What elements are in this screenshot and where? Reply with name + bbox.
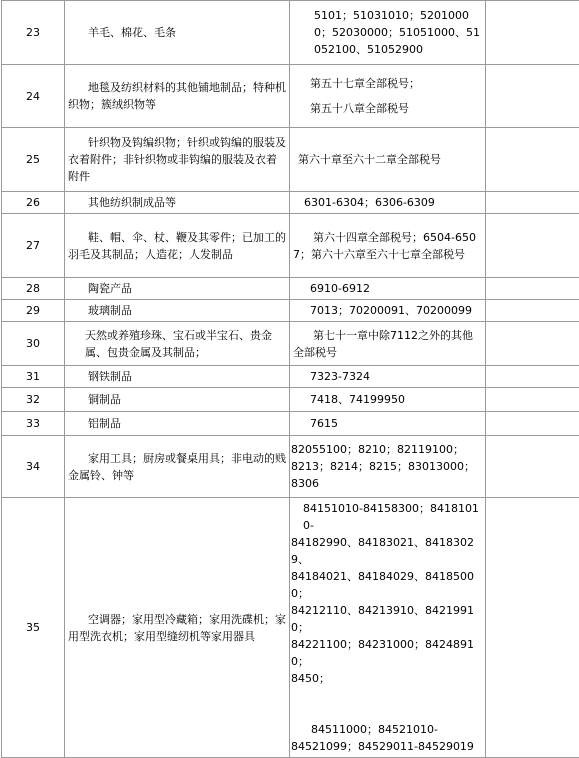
empty-cell xyxy=(486,214,579,278)
empty-cell xyxy=(486,388,579,412)
tariff-codes xyxy=(290,214,486,278)
table-row xyxy=(2,65,579,128)
codes-line: 8213；8214；8215；83013000； xyxy=(291,458,482,475)
row-number: 34 xyxy=(2,436,65,498)
codes-line: 84182990、84183021、84183029、 xyxy=(291,534,482,568)
empty-cell xyxy=(486,300,579,322)
description-text: 铝制品 xyxy=(68,415,121,432)
table-row xyxy=(2,366,579,388)
empty-cell xyxy=(486,322,579,366)
tariff-codes xyxy=(290,388,486,412)
tariff-codes xyxy=(290,278,486,300)
codes-line: 84221100；84231000；84248910； xyxy=(291,636,482,670)
description-text: 地毯及纺织材料的其他铺地制品；特种机织物；簇绒织物等 xyxy=(68,81,286,111)
tariff-codes xyxy=(290,436,486,498)
table-row xyxy=(2,388,579,412)
tariff-codes xyxy=(290,366,486,388)
row-number: 31 xyxy=(2,366,65,388)
codes-line: 8450； xyxy=(291,670,482,687)
description-text: 玻璃制品 xyxy=(68,302,132,319)
codes-line: 82055100；8210；82119100； xyxy=(291,441,482,458)
tariff-codes xyxy=(290,192,486,214)
product-description xyxy=(65,192,290,214)
table-row xyxy=(2,1,579,65)
product-description xyxy=(65,65,290,128)
product-description xyxy=(65,1,290,65)
row-number: 29 xyxy=(2,300,65,322)
description-text: 羊毛、棉花、毛条 xyxy=(68,24,176,41)
product-description xyxy=(65,214,290,278)
empty-cell xyxy=(486,1,579,65)
empty-cell xyxy=(486,412,579,436)
codes-text: 7013；70200091、70200099 xyxy=(310,304,472,317)
codes-line: 8306 xyxy=(291,475,482,492)
empty-cell xyxy=(486,436,579,498)
codes-text: 第七十一章中除7112之外的其他全部税号 xyxy=(293,329,473,359)
description-text: 天然或养殖珍珠、宝石或半宝石、贵金属、包贵金属及其制品； xyxy=(85,329,272,359)
table-row xyxy=(2,128,579,192)
table-row xyxy=(2,192,579,214)
codes-text: 第六十章至六十二章全部税号 xyxy=(298,153,441,166)
tariff-codes xyxy=(290,300,486,322)
codes-text: 5101；51031010；52010000；52030000；51051000、51052100、51052900 xyxy=(314,9,480,56)
description-text: 钢铁制品 xyxy=(68,368,132,385)
product-description xyxy=(65,322,290,366)
row-number: 30 xyxy=(2,322,65,366)
codes-line: 第五十八章全部税号 xyxy=(310,100,482,117)
codes-line: 84511000；84521010- xyxy=(291,721,482,738)
table-row xyxy=(2,436,579,498)
codes-line: 84151010-84158300；84181010- xyxy=(291,500,482,534)
codes-text: 6301-6304；6306-6309 xyxy=(304,196,435,209)
tariff-codes xyxy=(290,412,486,436)
empty-cell xyxy=(486,278,579,300)
tariff-table xyxy=(1,0,579,758)
tariff-codes xyxy=(290,128,486,192)
description-text: 空调器；家用型冷藏箱；家用洗碟机；家用型洗衣机；家用型缝纫机等家用器具 xyxy=(68,613,286,643)
codes-line: 84212110、84213910、84219910； xyxy=(291,602,482,636)
codes-text: 7418、74199950 xyxy=(310,393,405,406)
row-number: 24 xyxy=(2,65,65,128)
product-description xyxy=(65,278,290,300)
row-number: 27 xyxy=(2,214,65,278)
product-description xyxy=(65,412,290,436)
table-row xyxy=(2,498,579,758)
product-description xyxy=(65,436,290,498)
table-row xyxy=(2,322,579,366)
row-number: 35 xyxy=(2,498,65,758)
row-number: 28 xyxy=(2,278,65,300)
row-number: 33 xyxy=(2,412,65,436)
table-row xyxy=(2,412,579,436)
empty-cell xyxy=(486,366,579,388)
product-description xyxy=(65,388,290,412)
codes-line: 84184021、84184029、84185000； xyxy=(291,568,482,602)
tariff-codes xyxy=(290,1,486,65)
tariff-codes xyxy=(290,498,486,758)
table-row xyxy=(2,300,579,322)
empty-cell xyxy=(486,192,579,214)
tariff-codes xyxy=(290,65,486,128)
codes-line: 第五十七章全部税号； xyxy=(310,75,482,92)
codes-text: 7615 xyxy=(310,417,338,430)
codes-line: 84521099；84529011-84529019 xyxy=(291,738,482,755)
tariff-codes xyxy=(290,322,486,366)
product-description xyxy=(65,300,290,322)
description-text: 针织物及钩编织物；针织或钩编的服装及衣着附件；非针织物或非钩编的服装及衣着附件 xyxy=(68,136,286,183)
row-number: 25 xyxy=(2,128,65,192)
row-number: 32 xyxy=(2,388,65,412)
codes-text: 7323-7324 xyxy=(310,370,370,383)
table-row xyxy=(2,278,579,300)
codes-text: 6910-6912 xyxy=(310,282,370,295)
table-row xyxy=(2,214,579,278)
product-description xyxy=(65,128,290,192)
row-number: 23 xyxy=(2,1,65,65)
description-text: 家用工具；厨房或餐桌用具；非电动的贱金属铃、钟等 xyxy=(68,452,286,482)
product-description xyxy=(65,366,290,388)
row-number: 26 xyxy=(2,192,65,214)
empty-cell xyxy=(486,128,579,192)
product-description xyxy=(65,498,290,758)
description-text: 铜制品 xyxy=(68,391,121,408)
empty-cell xyxy=(486,65,579,128)
codes-text: 第六十四章全部税号；6504-6507；第六十六章至六十七章全部税号 xyxy=(293,231,476,261)
empty-cell xyxy=(486,498,579,758)
description-text: 其他纺织制成品等 xyxy=(68,194,176,211)
description-text: 陶瓷产品 xyxy=(68,280,132,297)
description-text: 鞋、帽、伞、杖、鞭及其零件；已加工的羽毛及其制品；人造花；人发制品 xyxy=(68,231,286,261)
